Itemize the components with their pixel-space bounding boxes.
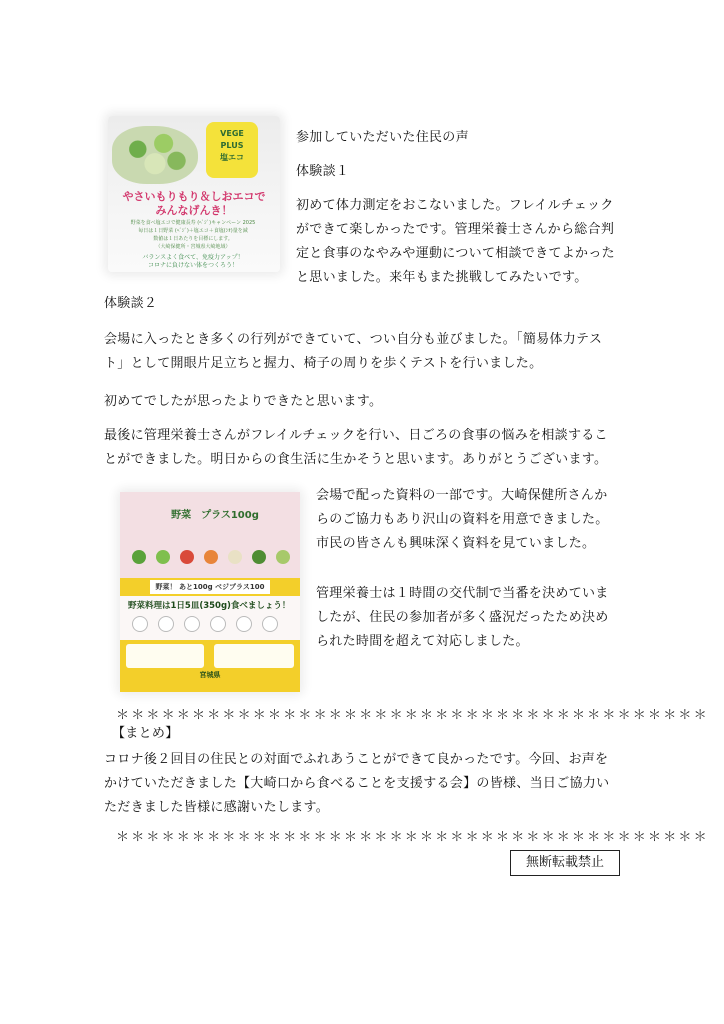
- badge-line: PLUS: [220, 141, 244, 150]
- text-line: したが、住民の参加者が多く盛況だったため決め: [316, 610, 609, 625]
- leaflet-headline: [114, 190, 274, 218]
- text-line: と思いました。来年もまた挑戦してみたいです。: [296, 270, 588, 285]
- text-line: 市民の皆さんも興味深く資料を見ていました。: [316, 536, 596, 551]
- story1-text: [296, 194, 626, 290]
- leaflet-small-text: 野菜を食べ塩エコで健康長寿 (ﾍﾞｼﾞ)キャンペーン 2025: [130, 220, 256, 226]
- text-line: ト」として開眼片足立ちと握力、椅子の周りを歩くテストを行いました。: [104, 356, 543, 371]
- leaflet-small-text: （大崎保健所・宮城県大崎地域）: [155, 244, 231, 250]
- text-line: 最後に管理栄養士さんがフレイルチェックを行い、日ごろの食事の悩みを相談するこ: [104, 428, 608, 443]
- dish-icon: [262, 616, 278, 632]
- story1-label: 体験談１: [296, 164, 350, 179]
- salad-image: [112, 126, 198, 184]
- text-line: らのご協力もあり沢山の資料を用意できました。: [316, 512, 609, 527]
- star-divider-bottom: ＊＊＊＊＊＊＊＊＊＊＊＊＊＊＊＊＊＊＊＊＊＊＊＊＊＊＊＊＊＊＊＊＊＊＊＊＊＊＊: [116, 830, 709, 845]
- text-line: ただきました皆様に感謝いたします。: [104, 800, 330, 815]
- leaflet-tagline: [118, 254, 268, 270]
- pamphlet-band: [120, 578, 300, 596]
- materials-para2: [316, 582, 636, 654]
- tagline-line: コロナに負けない体をつくろう！: [147, 262, 238, 269]
- badge-line: 塩エコ: [220, 153, 244, 162]
- dish-icon: [236, 616, 252, 632]
- tagline-line: バランスよく食べて、免疫力アップ！: [142, 254, 244, 261]
- pamphlet-bottom: [120, 640, 300, 692]
- dish-row: [128, 616, 292, 634]
- story2-text: [104, 328, 634, 376]
- no-reprint-notice: 無断転載禁止: [510, 850, 620, 876]
- voices-heading: 参加していただいた住民の声: [296, 130, 469, 145]
- dish-icon: [132, 616, 148, 632]
- info-box: [126, 644, 204, 668]
- dish-icon: [210, 616, 226, 632]
- pamphlet-main-text: 野菜料理は1日5皿(350g)食べましょう！: [128, 601, 291, 611]
- text-line: コロナ後２回目の住民との対面でふれあうことができて良かったです。今回、お声を: [104, 752, 609, 767]
- info-box: [214, 644, 294, 668]
- dish-icon: [158, 616, 174, 632]
- leaflet-small-text: 毎日は１日野菜 (ﾍﾞｼﾞ)＋塩エコ＋食塩(ｼｵ)量を減: [138, 228, 248, 234]
- pamphlet-footer: 宮城県: [199, 671, 221, 679]
- pamphlet-title: [140, 506, 290, 521]
- vegetable-icon: [276, 550, 290, 564]
- vegetable-icon: [132, 550, 146, 564]
- vegetable-icon: [252, 550, 266, 564]
- materials-para1: [316, 484, 636, 556]
- story2-label: 体験談２: [104, 296, 158, 311]
- star-divider-top: ＊＊＊＊＊＊＊＊＊＊＊＊＊＊＊＊＊＊＊＊＊＊＊＊＊＊＊＊＊＊＊＊＊＊＊＊＊＊＊: [116, 708, 709, 723]
- tomato-icon: [180, 550, 194, 564]
- story2-line3: 初めてでしたが思ったよりできたと思います。: [104, 394, 383, 409]
- text-line: 会場で配った資料の一部です。大崎保健所さんか: [316, 488, 608, 503]
- pamphlet-top: [120, 492, 300, 578]
- carrot-icon: [204, 550, 218, 564]
- text-line: 管理栄養士は１時間の交代制で当番を決めていま: [316, 586, 609, 601]
- pamphlet-photo: [120, 492, 300, 692]
- text-line: 初めて体力測定をおこないました。フレイルチェック: [296, 198, 614, 213]
- text-line: ができて楽しかったです。管理栄養士さんから総合判: [296, 222, 615, 237]
- text-line: 定と食事のなやみや運動について相談できてよかった: [296, 246, 615, 261]
- vegetable-icon: [228, 550, 242, 564]
- headline-line: みんなげんき！: [155, 204, 233, 217]
- summary-label: 【まとめ】: [112, 726, 179, 741]
- headline-line: やさいもりもり＆しおエコで: [122, 190, 266, 203]
- pamphlet-title-line: 野菜 プラス100g: [171, 510, 259, 521]
- leaflet-photo: [108, 116, 280, 272]
- text-line: とができました。明日からの食生活に生かそうと思います。ありがとうございます。: [104, 452, 608, 467]
- dish-icon: [184, 616, 200, 632]
- vege-plus-badge: [206, 122, 258, 178]
- summary-text: [104, 748, 634, 820]
- pamphlet-band-text: 野菜！ あと100g ベジプラス100: [150, 580, 270, 594]
- text-line: られた時間を超えて対応しました。: [316, 634, 529, 649]
- text-line: かけていただきました【大崎口から食べることを支援する会】の皆様、当日ご協力い: [104, 776, 610, 791]
- badge-line: VEGE: [220, 129, 244, 138]
- story2-text-b: [104, 424, 634, 472]
- leaflet-small-text: 数値は１日あたりを目標にします。: [153, 236, 233, 242]
- text-line: 会場に入ったとき多くの行列ができていて、つい自分も並びました。「簡易体力テス: [104, 332, 603, 347]
- vegetable-icon: [156, 550, 170, 564]
